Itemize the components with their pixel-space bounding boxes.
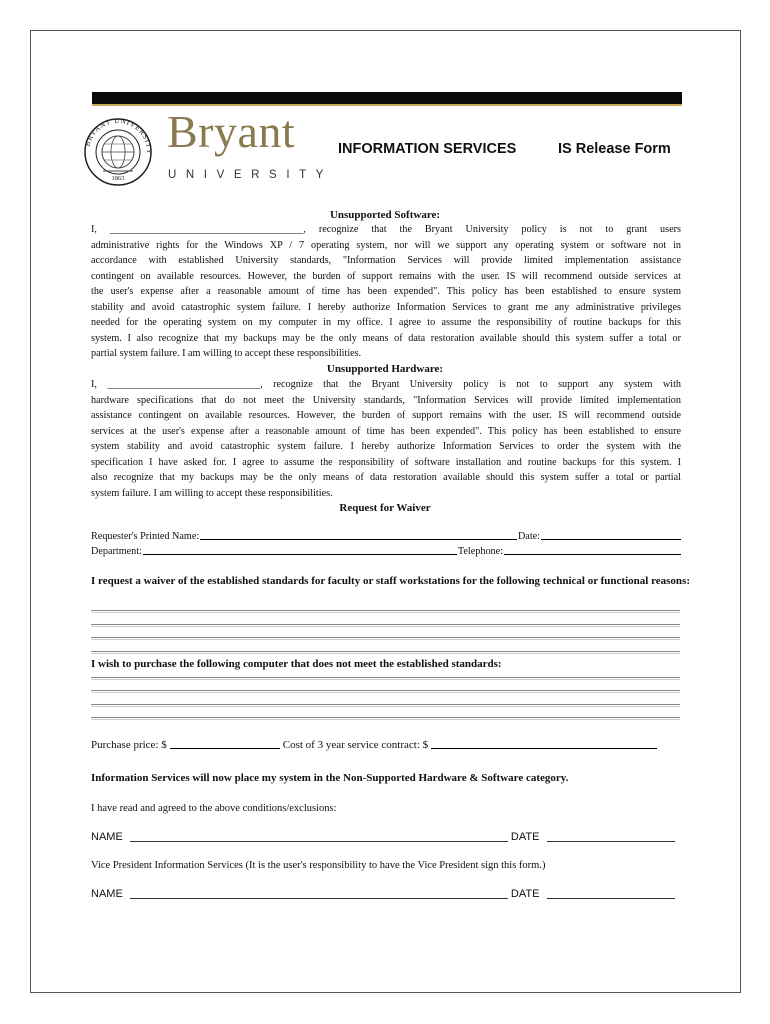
hardware-paragraph (91, 377, 681, 501)
purchase-price-field[interactable] (170, 738, 280, 749)
printed-name-row (91, 528, 682, 542)
software-paragraph (91, 222, 681, 362)
header-bar (92, 92, 682, 104)
purchase-row (91, 737, 691, 751)
agreement-text: I have read and agreed to the above conditions/exclusions: (91, 803, 337, 814)
university-seal-icon (83, 117, 153, 187)
hardware-line: also recognize that my backups may be the only means of data restoration available should this system suffer a total or partial (91, 472, 681, 483)
logo-wordmark: Bryant (167, 106, 296, 157)
user-date-label: DATE (510, 831, 540, 843)
software-line: partial system failure. I am willing to accept these responsibilities. (91, 348, 362, 359)
service-cost-field[interactable] (431, 738, 657, 749)
software-section-title: Unsupported Software: (329, 209, 441, 221)
vp-signature-row (91, 888, 675, 900)
hardware-line: I, ______________________________, recognize that the Bryant University policy is not to support any system with (91, 379, 681, 390)
software-line: the user's expense after a reasonable amount of time has been expended". This policy has been established to ensure system (91, 286, 681, 297)
department-title: INFORMATION SERVICES (338, 141, 517, 157)
reason-line[interactable] (91, 610, 680, 611)
reason-line[interactable] (91, 637, 680, 638)
vp-date-field[interactable] (547, 888, 675, 899)
waiver-section-title: Request for Waiver (339, 502, 431, 514)
software-line: stability and avoid catastrophic system failure. I hereby authorize Information Services to grant me any administrative privileges (91, 301, 681, 313)
department-field[interactable] (143, 544, 457, 555)
reason-line[interactable] (91, 651, 680, 652)
purchase-price-label: Purchase price: $ (91, 739, 167, 751)
software-line: needed for the operating system on my computer in my office. I agree to assume the responsibility of routine backups for this (91, 317, 681, 328)
telephone-field[interactable] (504, 544, 681, 555)
hardware-line: services at the user's expense after a reasonable amount of time has been expended". This policy has been established to ensure (91, 425, 681, 437)
hardware-line: hardware specifications that do not meet the University standards, "Information Services will provide limited implementation (91, 394, 681, 406)
user-signature-row (91, 831, 675, 843)
computer-line[interactable] (91, 690, 680, 691)
hardware-line: specification I have asked for. I agree to assume the responsibility of software installation and routine backups for this system. I (91, 456, 681, 468)
vp-date-label: DATE (510, 888, 540, 900)
seal-text: BRYANT UNIVERSITY (83, 117, 153, 155)
hardware-line: assistance contingent on available resources. However, the burden of support remains with the user. IS will recommend outside (91, 410, 681, 421)
logo-subtitle: UNIVERSITY (168, 169, 334, 181)
department-label: Department: (91, 546, 142, 557)
vp-name-label: NAME (91, 888, 123, 900)
date-label: Date: (517, 531, 540, 542)
hardware-line: system stability and avoid catastrophic system failure. I hereby authorize Information Services to order the system with the (91, 441, 681, 452)
software-line: administrative rights for the Windows XP / 7 operating system, nor will we support any operating system or software not in (91, 239, 681, 251)
computer-line[interactable] (91, 704, 680, 705)
hardware-section-title: Unsupported Hardware: (326, 363, 444, 375)
user-date-field[interactable] (547, 831, 675, 842)
department-row (91, 543, 682, 557)
user-name-label: NAME (91, 831, 123, 843)
waiver-reason-prompt: I request a waiver of the established standards for faculty or staff workstations for the following technical or functional reasons: (91, 575, 690, 587)
reason-line[interactable] (91, 624, 680, 625)
vp-name-field[interactable] (130, 888, 508, 899)
software-line: contingent on available resources. However, the burden of support remains with the user. IS will recommend outside services at (91, 270, 681, 282)
software-line: I, ______________________________________, recognize that the Bryant University policy is not to grant users (91, 224, 681, 235)
printed-name-label: Requester's Printed Name: (91, 531, 200, 542)
computer-line[interactable] (91, 677, 680, 678)
date-field[interactable] (541, 529, 681, 540)
telephone-label: Telephone: (457, 546, 503, 557)
printed-name-field[interactable] (200, 529, 517, 540)
purchase-prompt: I wish to purchase the following computer that does not meet the established standards: (91, 658, 502, 670)
software-line: system. I also recognize that my backups may be the only means of data restoration available should this system suffer a total or (91, 332, 681, 344)
category-notice: Information Services will now place my system in the Non-Supported Hardware & Software category. (91, 772, 569, 784)
hardware-line: system failure. I am willing to accept these responsibilities. (91, 487, 333, 499)
seal-year: 1863 (111, 175, 125, 182)
software-line: accordance with established University standards, "Information Services will provide limited implementation assistance (91, 255, 681, 266)
service-cost-label: Cost of 3 year service contract: $ (282, 739, 429, 751)
form-title: IS Release Form (558, 141, 671, 157)
user-name-field[interactable] (130, 831, 508, 842)
computer-line[interactable] (91, 717, 680, 718)
vp-instruction: Vice President Information Services (It is the user's responsibility to have the Vice President sign this form.) (91, 860, 546, 871)
